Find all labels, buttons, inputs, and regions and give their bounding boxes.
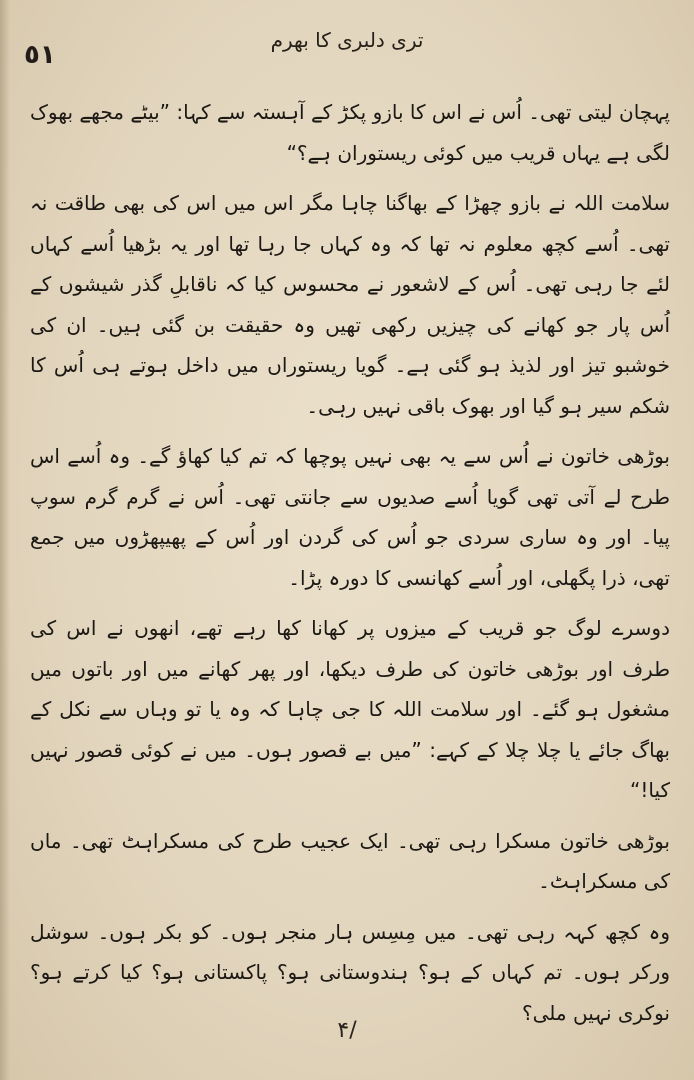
running-title: تری دلبری کا بھرم (270, 28, 424, 52)
paragraph-4: دوسرے لوگ جو قریب کے میزوں پر کھانا کھا رہے تھے، انھوں نے اس کی طرف اور بوڑھی خاتون کی طرف دیکھا، اور پھر کھانے میں اور باتوں میں مشغول ہو گئے۔ اور سلامت اللہ کا جی چاہا کہ وہ یا تو وہاں سے نکل کے بھاگ جائے یا چلا چلا کے کہے: ”میں بے قصور ہوں۔ میں نے کوئی قصور نہیں کیا!“ (30, 616, 670, 802)
paragraph-1: پہچان لیتی تھی۔ اُس نے اس کا بازو پکڑ کے آہستہ سے کہا: ”بیٹے مجھے بھوک لگی ہے یہاں قریب میں کوئی ریستوران ہے؟“ (30, 100, 670, 165)
paragraph-2: سلامت اللہ نے بازو چھڑا کے بھاگنا چاہا مگر اس میں اس کی بھی طاقت نہ تھی۔ اُسے کچھ معلوم نہ تھا کہ وہ کہاں جا رہا تھا اور یہ بڑھیا اُسے کہاں لئے جا رہی تھی۔ اُس کے لاشعور نے محسوس کیا کہ ناقابلِ گذر شیشوں کے اُس پار جو کھانے کی چیزیں رکھی تھیں وہ حقیقت بن گئی ہیں۔ ان کی خوشبو تیز اور لذیذ ہو گئی ہے۔ گویا ریستوراں میں داخل ہوتے ہی اُس کا شکم سیر ہو گیا اور بھوک باقی نہیں رہی۔ (30, 191, 670, 418)
paragraph-6: وہ کچھ کہہ رہی تھی۔ میں مِسِس ہار منجر ہوں۔ کو بکر ہوں۔ سوشل ورکر ہوں۔ تم کہاں کے ہو؟ ہندوستانی ہو؟ پاکستانی ہو؟ کیا کرتے ہو؟ نوکری نہیں ملی؟ (30, 919, 670, 1025)
signature-mark: ۴/ (337, 1018, 357, 1043)
body-text (30, 92, 670, 1025)
page-number: ٥١ (24, 40, 56, 70)
page-gutter-shadow (0, 0, 10, 1080)
paragraph-3: بوڑھی خاتون نے اُس سے یہ بھی نہیں پوچھا کہ تم کیا کھاؤ گے۔ وہ اُسے اس طرح لے آتی تھی گویا اُسے صدیوں سے جانتی تھی۔ اُس نے گرم گرم سوپ پیا۔ اور وہ ساری سردی جو اُس کی گردن اور اُس کے پھیپھڑوں میں جمع تھی، ذرا پگھلی، اور اُسے کھانسی کا دورہ پڑا۔ (30, 444, 670, 590)
paragraph-5: بوڑھی خاتون مسکرا رہی تھی۔ ایک عجیب طرح کی مسکراہٹ تھی۔ ماں کی مسکراہٹ۔ (30, 828, 670, 893)
